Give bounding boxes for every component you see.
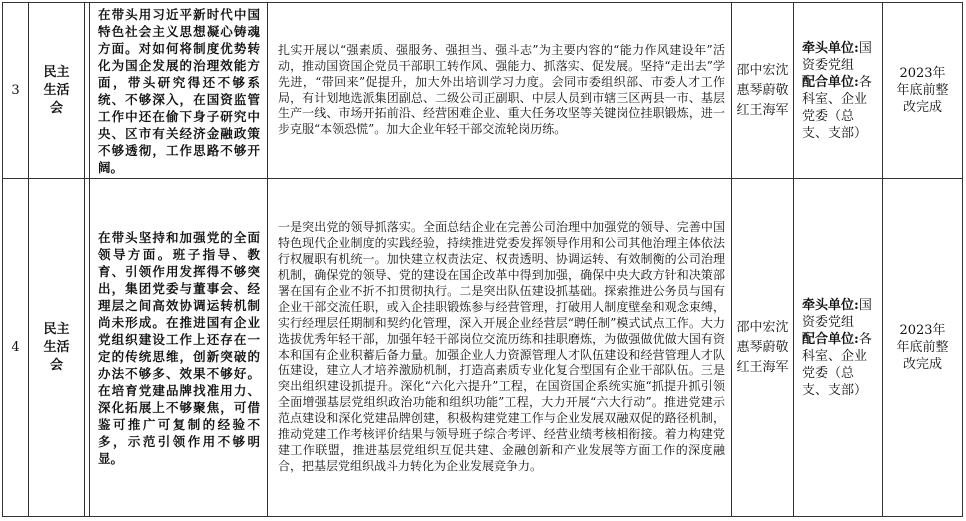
responsible-persons: 邵中宏沈惠琴蔚敬红王海军: [736, 62, 789, 118]
responsible-person-cell: [732, 3, 794, 179]
responsible-persons: 邵中宏沈惠琴蔚敬红王海军: [736, 319, 789, 375]
problem-text: 在带头坚持和加强党的全面领导方面。班子指导、教育、引领作用发挥得不够突出，集团党委与董事会、经理层之间高效协调运转机制尚未形成。在推进国有企业党组织建设工作上还存在一定的传统思维，创新突破的办法不够多、效果不够好。在培育党建品牌找准用力、深化拓展上不够聚焦，可借鉴可推广可复制的经验不多，示范引领作用不够明显。: [98, 229, 260, 466]
rectification-table: [2, 2, 963, 517]
responsible-unit-cell: [794, 179, 883, 517]
coop-unit: 各科室、企业党委（总支、支部）: [802, 331, 872, 398]
coop-unit: 各科室、企业党委（总支、支部）: [802, 74, 872, 141]
problem-text: 在带头用习近平新时代中国特色社会主义思想凝心铸魂方面。对如何将制度优势转化为国企发展的治理效能方面，带头研究得还不够系统、不够深入，在国资监管工作中还在偷下身子研究中央、区市有关经济金融政策不够透彻，工作思路不够开阔。: [98, 6, 260, 175]
row-number: 4: [3, 179, 29, 517]
table-row: [3, 179, 963, 517]
coop-unit-label: 配合单位:: [802, 74, 859, 90]
row-number: 3: [3, 3, 29, 179]
deadline: 2023年年底前整改完成: [896, 66, 949, 115]
meeting-type: 民主生活会: [43, 64, 70, 116]
problem-cell: [90, 3, 268, 179]
meeting-type-cell: [29, 179, 85, 517]
lead-unit: 国资委党组: [802, 297, 872, 330]
responsible-person-cell: [732, 179, 794, 517]
measure-text: 扎实开展以“强素质、强服务、强担当、强斗志”为主要内容的“能力作风建设年”活动，推动国资国企党员干部职工转作风、强能力、抓落实、促发展。坚持“走出去”学先进，“带回来”促提升，加大外出培训学习力度。会同市委组织部、市委人才工作局，有计划地选派集团副总、二级公司正副职、中层人员到市辖三区两县一市、基层生产一线、市场开拓前沿、经营困难企业、重大任务攻坚等关键岗位挂职锻炼，进一步克服“本领恐慌”。加大企业年轻干部交流轮岗历练。: [278, 42, 725, 137]
measure-text: 一是突出党的领导抓落实。全面总结企业在完善公司治理中加强党的领导、完善中国特色现代企业制度的实践经验，持续推进党委发挥领导作用和公司其他治理主体依法行权履职有机统一。加快建立权责法定、权责透明、协调运转、有效制衡的公司治理机制，确保党的领导、党的建设在国企改革中得到加强，确保中央大政方针和决策部署在国有企业不折不扣贯彻执行。二是突出队伍建设抓基础。探索推进公务员与国有企业干部交流任职，或入企挂职锻炼参与经营管理，打破用人制度壁垒和观念束缚，实行经理层任期制和契约化管理，深入开展企业经营层“聘任制”模式试点工作。大力选拔优秀年轻干部，加强年轻干部岗位交流历练和挂职磨炼，为做强做优做大国有资本和国有企业积蓄后备力量。加强企业人力资源管理人才队伍建设和经营管理人才队伍建设，建立人才培养激励机制，打造高素质专业化复合型国有企业干部队伍。三是突出组织建设抓提升。深化“六化六提升”工程，在国资国企系统实施“抓提升抓引领 全面增强基层党组织政治功能和组织功能”工程，大力开展“六大行动”。推进党建示范点建设和深化党建品牌创建，积极构建党建工作与企业发展双融双促的路径机制，推动党建工作考核评价结果与领导班子综合考评、经营业绩考核相衔接。着力构建党建工作联盟，推进基层党组织互促共建、金融创新和产业发展等方面工作的深度融合，把基层党组织战斗力转化为企业发展竞争力。: [278, 220, 725, 473]
deadline-cell: [883, 3, 963, 179]
measure-cell: [268, 3, 732, 179]
lead-unit: 国资委党组: [802, 40, 872, 73]
meeting-type-cell: [29, 3, 85, 179]
lead-unit-label: 牵头单位:: [802, 297, 859, 313]
deadline-cell: [883, 179, 963, 517]
meeting-type: 民主生活会: [43, 321, 70, 373]
deadline: 2023年年底前整改完成: [896, 323, 949, 372]
table-row: [3, 3, 963, 179]
lead-unit-label: 牵头单位:: [802, 40, 859, 56]
responsible-unit-cell: [794, 3, 883, 179]
measure-cell: [268, 179, 732, 517]
coop-unit-label: 配合单位:: [802, 331, 859, 347]
problem-cell: [90, 179, 268, 517]
